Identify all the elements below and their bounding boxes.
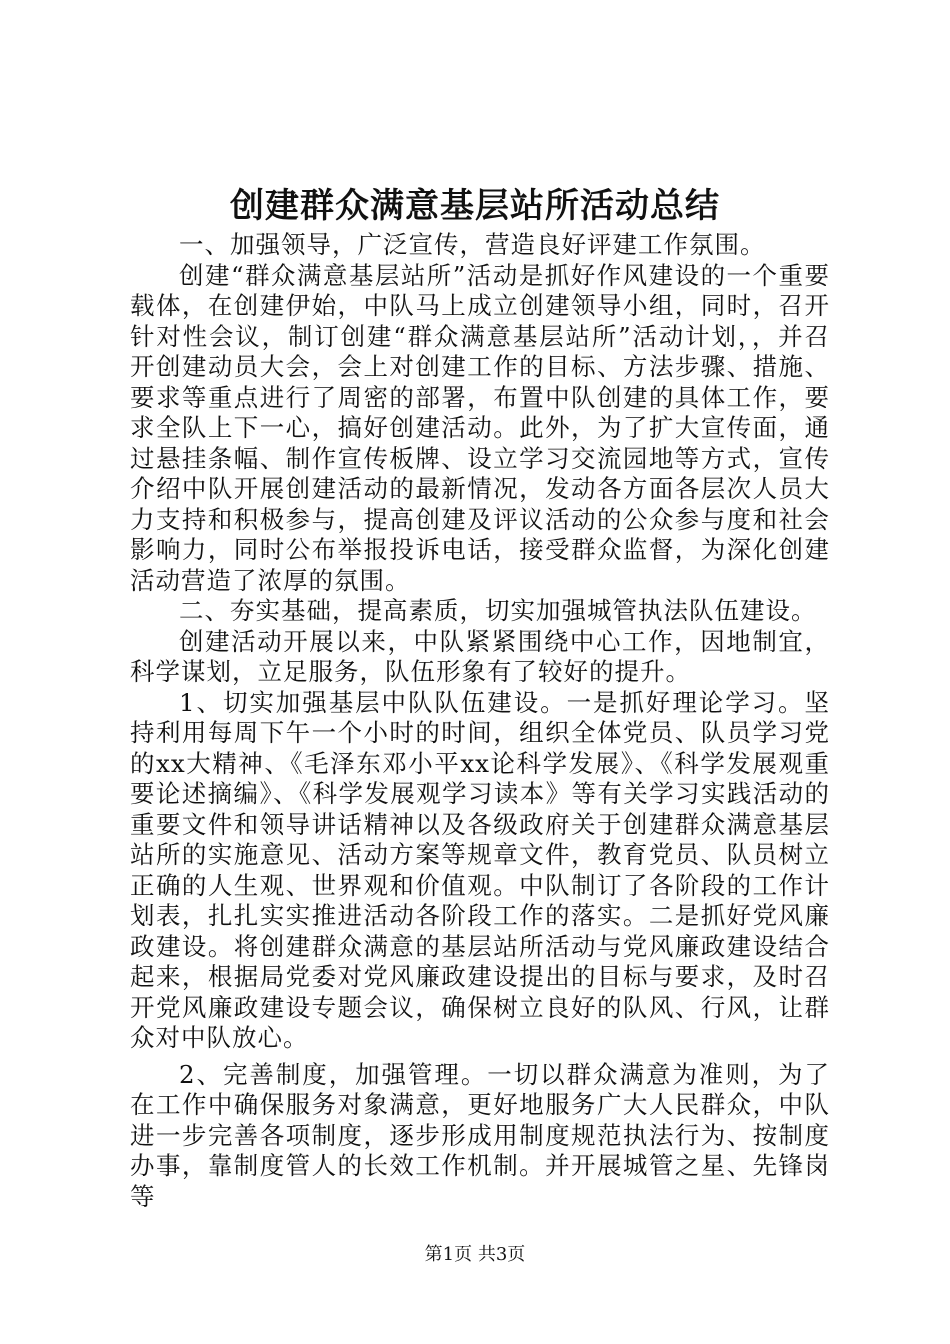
page-number: 第1页 共3页 xyxy=(424,1244,526,1265)
section-heading-2: 二、夯实基础，提高素质，切实加强城管执法队伍建设。 xyxy=(179,596,817,625)
document-body xyxy=(130,230,830,1212)
section-heading-1: 一、加强领导，广泛宣传，营造良好评建工作氛围。 xyxy=(179,230,766,259)
paragraph: 创建“群众满意基层站所”活动是抓好作风建设的一个重要载体，在创建伊始，中队马上成立创建领导小组，同时，召开针对性会议，制订创建“群众满意基层站所”活动计划，，并召开创建动员大会，会上对创建工作的目标、方法步骤、措施、要求等重点进行了周密的部署，布置中队创建的具体工作，要求全队上下一心，搞好创建活动。此外，为了扩大宣传面，通过悬挂条幅、制作宣传板牌、设立学习交流园地等方式，宣传介绍中队开展创建活动的最新情况，发动各方面各层次人员大力支持和积极参与，提高创建及评议活动的公众参与度和社会影响力，同时公布举报投诉电话，接受群众监督，为深化创建活动营造了浓厚的氛围。 xyxy=(130,260,830,595)
paragraph: 1、切实加强基层中队队伍建设。一是抓好理论学习。坚持利用每周下午一个小时的时间，组织全体党员、队员学习党的xx大精神、《毛泽东邓小平xx论科学发展》、《科学发展观重要论述摘编》、《科学发展观学习读本》等有关学习实践活动的重要文件和领导讲话精神以及各级政府关于创建群众满意基层站所的实施意见、活动方案等规章文件，教育党员、队员树立正确的人生观、世界观和价值观。中队制订了各阶段的工作计划表，扎扎实实推进活动各阶段工作的落实。二是抓好党风廉政建设。将创建群众满意的基层站所活动与党风廉政建设结合起来，根据局党委对党风廉政建设提出的目标与要求，及时召开党风廉政建设专题会议，确保树立良好的队风、行风，让群众对中队放心。 xyxy=(130,687,830,1052)
document-title: 创建群众满意基层站所活动总结 xyxy=(230,186,720,226)
paragraph: 2、完善制度，加强管理。一切以群众满意为准则，为了在工作中确保服务对象满意，更好地服务广大人民群众，中队进一步完善各项制度，逐步形成用制度规范执法行为、按制度办事，靠制度管人的长效工作机制。并开展城管之星、先锋岗等 xyxy=(130,1059,830,1211)
paragraph: 创建活动开展以来，中队紧紧围绕中心工作，因地制宜，科学谋划，立足服务，队伍形象有了较好的提升。 xyxy=(130,626,830,686)
